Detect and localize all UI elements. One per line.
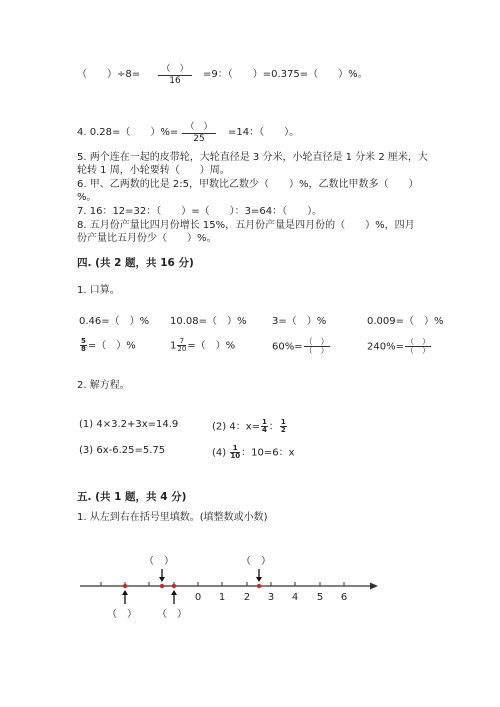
question-5-line2: 轮转 1 周，小轮要转（ ）周。 — [77, 165, 230, 176]
fraction-7-20: $\frac{7}{20}$ — [177, 337, 187, 353]
question-6-line2: %。 — [77, 192, 97, 203]
tick-label-5: 5 — [316, 592, 324, 603]
tick-label-4: 4 — [291, 592, 299, 603]
oral-item-8[interactable]: 240%= （ ） （ ） — [367, 337, 430, 355]
question-8-line2: 份产量比五月份少（ ）%。 — [77, 233, 217, 244]
oral-item-3[interactable]: 3=（ ）% — [272, 316, 327, 327]
question-7: 7. 16：12=32：（ ）=（ ）：3=64：（ ）。 — [77, 206, 323, 217]
q4-part2: =14：（ ）。 — [228, 127, 300, 138]
tick-label-2: 2 — [243, 592, 251, 603]
q4-part1: 4. 0.28=（ ）%= — [77, 127, 179, 138]
fraction-blank: （ ） （ ） — [304, 337, 329, 355]
question-6-line1: 6. 甲、乙两数的比是 2:5，甲数比乙数少（ ）%，乙数比甲数多（ ） — [77, 179, 419, 190]
fraction-blank: （ ） （ ） — [405, 337, 430, 355]
number-line-blank-top-2[interactable]: （ ） — [241, 556, 271, 567]
oral-item-5[interactable]: $\frac{5}{8}$ =（ ）% — [81, 337, 136, 353]
oral-item-2[interactable]: 10.08=（ ）% — [170, 316, 247, 327]
tick-label-0: 0 — [194, 592, 202, 603]
equation-4: (4) $\frac{1}{10}$ ：10=6：x — [212, 444, 295, 460]
fraction-5-8: $\frac{5}{8}$ — [81, 337, 86, 353]
question-5-line1: 5. 两个连在一起的皮带轮，大轮直径是 3 分米，小轮直径是 1 分米 2 厘米，大 — [77, 152, 428, 163]
number-line-point — [160, 584, 164, 588]
q3-frac-den: 16 — [169, 76, 181, 86]
oral-item-1[interactable]: 0.46=（ ）% — [79, 316, 150, 327]
number-line-point — [257, 584, 261, 588]
number-line-arrowhead — [370, 583, 378, 590]
number-line-point — [123, 584, 127, 588]
down-arrow-icon — [256, 569, 262, 582]
oral-item-4[interactable]: 0.009=（ ）% — [367, 316, 444, 327]
q3-frac-num[interactable]: （ ） — [161, 64, 189, 74]
question-8-line1: 8. 五月份产量比四月份增长 15%，五月份产量是四月份的（ ）%，四月 — [77, 220, 415, 231]
oral-calc-title: 1. 口算。 — [77, 285, 120, 296]
tick-label-3: 3 — [267, 592, 275, 603]
tick-label-6: 6 — [340, 592, 348, 603]
down-arrow-icon — [159, 569, 165, 582]
tick-label-1: 1 — [218, 592, 226, 603]
oral-item-6[interactable]: 1 $\frac{7}{20}$ =（ ）% — [170, 337, 236, 353]
equation-3: (3) 6x-6.25=5.75 — [79, 445, 166, 456]
equation-1: (1) 4×3.2+3x=14.9 — [79, 419, 179, 430]
number-line-blank-bottom-2[interactable]: （ ） — [157, 609, 187, 620]
q3-part2: =9：（ ）=0.375=（ ）%。 — [203, 69, 368, 80]
equation-2: (2) 4：x= $\frac{1}{4}$ ： $\frac{1}{2}$ — [212, 418, 286, 434]
number-line-point — [172, 584, 176, 588]
q4-frac-num[interactable]: （ ） — [185, 122, 213, 132]
number-line-question-title: 1. 从左到右在括号里填数。(填整数或小数) — [77, 512, 268, 523]
q4-frac-den: 25 — [193, 134, 205, 144]
q3-part1: （ ）÷8= — [77, 69, 141, 80]
section-4-heading: 四. (共 2 题，共 16 分) — [77, 257, 194, 269]
number-line-blank-top-1[interactable]: （ ） — [144, 556, 174, 567]
up-arrow-icon — [171, 590, 177, 604]
solve-equations-title: 2. 解方程。 — [77, 380, 130, 391]
number-line-blank-bottom-1[interactable]: （ ） — [107, 609, 137, 620]
up-arrow-icon — [122, 590, 128, 604]
section-5-heading: 五. (共 1 题，共 4 分) — [77, 491, 187, 503]
oral-item-7[interactable]: 60%= （ ） （ ） — [272, 337, 329, 355]
